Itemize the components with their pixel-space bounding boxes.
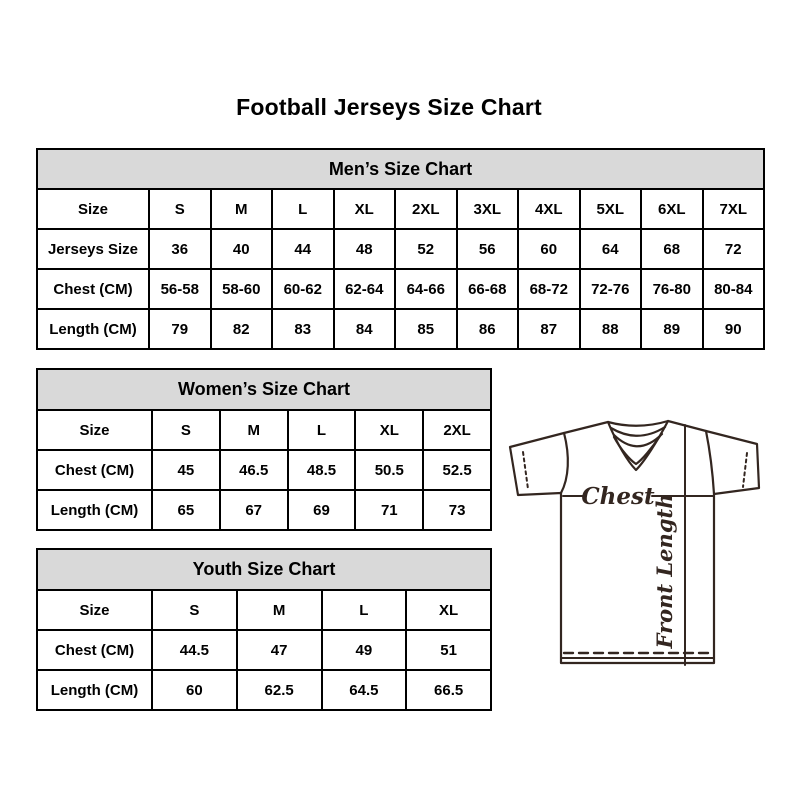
value-cell: 51 — [406, 630, 491, 670]
value-cell: 69 — [288, 490, 356, 530]
value-cell: 58-60 — [211, 269, 273, 309]
value-cell: 2XL — [423, 410, 491, 450]
value-cell: 60 — [152, 670, 237, 710]
value-cell: L — [322, 590, 407, 630]
value-cell: 52.5 — [423, 450, 491, 490]
value-cell: 71 — [355, 490, 423, 530]
value-cell: 4XL — [518, 189, 580, 229]
value-cell: 88 — [580, 309, 642, 349]
youth-row-1 — [37, 630, 491, 670]
mens-size-table — [36, 148, 765, 350]
value-cell: 40 — [211, 229, 273, 269]
value-cell: 7XL — [703, 189, 765, 229]
men-row-1 — [37, 229, 764, 269]
value-cell: 67 — [220, 490, 288, 530]
value-cell: 44.5 — [152, 630, 237, 670]
row-label-cell: Chest (CM) — [37, 269, 149, 309]
value-cell: L — [288, 410, 356, 450]
men-row-3 — [37, 309, 764, 349]
row-label-cell: Jerseys Size — [37, 229, 149, 269]
value-cell: 45 — [152, 450, 220, 490]
right-sleeve-seam — [706, 431, 714, 494]
value-cell: XL — [355, 410, 423, 450]
value-cell: 76-80 — [641, 269, 703, 309]
value-cell: 6XL — [641, 189, 703, 229]
value-cell: 84 — [334, 309, 396, 349]
value-cell: 83 — [272, 309, 334, 349]
value-cell: 56 — [457, 229, 519, 269]
value-cell: 73 — [423, 490, 491, 530]
men-table — [36, 148, 765, 350]
value-cell: 52 — [395, 229, 457, 269]
front-length-label: Front Length — [652, 493, 677, 649]
value-cell: 66-68 — [457, 269, 519, 309]
women-table — [36, 368, 492, 531]
men-row-0 — [37, 189, 764, 229]
youth-section-title: Youth Size Chart — [37, 549, 491, 590]
womens-size-table — [36, 368, 492, 531]
value-cell: 5XL — [580, 189, 642, 229]
value-cell: 64-66 — [395, 269, 457, 309]
row-label-cell: Size — [37, 590, 152, 630]
value-cell: 66.5 — [406, 670, 491, 710]
value-cell: S — [149, 189, 211, 229]
value-cell: 3XL — [457, 189, 519, 229]
value-cell: 62-64 — [334, 269, 396, 309]
value-cell: 80-84 — [703, 269, 765, 309]
value-cell: 62.5 — [237, 670, 322, 710]
value-cell: 60 — [518, 229, 580, 269]
value-cell: 68-72 — [518, 269, 580, 309]
row-label-cell: Size — [37, 410, 152, 450]
women-row-2 — [37, 490, 491, 530]
value-cell: M — [220, 410, 288, 450]
youth-size-table — [36, 548, 492, 711]
youth-table — [36, 548, 492, 711]
value-cell: 64 — [580, 229, 642, 269]
row-label-cell: Length (CM) — [37, 309, 149, 349]
row-label-cell: Chest (CM) — [37, 450, 152, 490]
value-cell: 60-62 — [272, 269, 334, 309]
value-cell: 2XL — [395, 189, 457, 229]
right-cuff-stitch — [743, 453, 747, 487]
youth-row-2 — [37, 670, 491, 710]
value-cell: 49 — [322, 630, 407, 670]
chest-label: Chest — [581, 483, 655, 510]
jersey-measurement-diagram — [500, 408, 772, 670]
value-cell: 72-76 — [580, 269, 642, 309]
jersey-outline — [510, 421, 759, 663]
value-cell: M — [237, 590, 322, 630]
row-label-cell: Size — [37, 189, 149, 229]
value-cell: L — [272, 189, 334, 229]
row-label-cell: Length (CM) — [37, 670, 152, 710]
value-cell: 64.5 — [322, 670, 407, 710]
value-cell: 56-58 — [149, 269, 211, 309]
women-section-title: Women’s Size Chart — [37, 369, 491, 410]
value-cell: 48 — [334, 229, 396, 269]
value-cell: M — [211, 189, 273, 229]
value-cell: 89 — [641, 309, 703, 349]
value-cell: 86 — [457, 309, 519, 349]
value-cell: 36 — [149, 229, 211, 269]
value-cell: S — [152, 590, 237, 630]
left-sleeve-seam — [561, 433, 568, 493]
page-title: Football Jerseys Size Chart — [236, 94, 542, 120]
value-cell: XL — [334, 189, 396, 229]
value-cell: 79 — [149, 309, 211, 349]
women-row-0 — [37, 410, 491, 450]
men-section-title: Men’s Size Chart — [37, 149, 764, 189]
value-cell: 82 — [211, 309, 273, 349]
row-label-cell: Length (CM) — [37, 490, 152, 530]
women-row-1 — [37, 450, 491, 490]
row-label-cell: Chest (CM) — [37, 630, 152, 670]
value-cell: 85 — [395, 309, 457, 349]
collar-rib-line-1 — [611, 427, 665, 436]
men-row-2 — [37, 269, 764, 309]
value-cell: 48.5 — [288, 450, 356, 490]
value-cell: 44 — [272, 229, 334, 269]
jersey-diagram-svg — [500, 408, 772, 670]
value-cell: XL — [406, 590, 491, 630]
value-cell: 65 — [152, 490, 220, 530]
value-cell: 90 — [703, 309, 765, 349]
left-cuff-stitch — [523, 452, 528, 489]
value-cell: 87 — [518, 309, 580, 349]
youth-row-0 — [37, 590, 491, 630]
value-cell: 46.5 — [220, 450, 288, 490]
value-cell: 72 — [703, 229, 765, 269]
value-cell: S — [152, 410, 220, 450]
value-cell: 47 — [237, 630, 322, 670]
value-cell: 50.5 — [355, 450, 423, 490]
value-cell: 68 — [641, 229, 703, 269]
